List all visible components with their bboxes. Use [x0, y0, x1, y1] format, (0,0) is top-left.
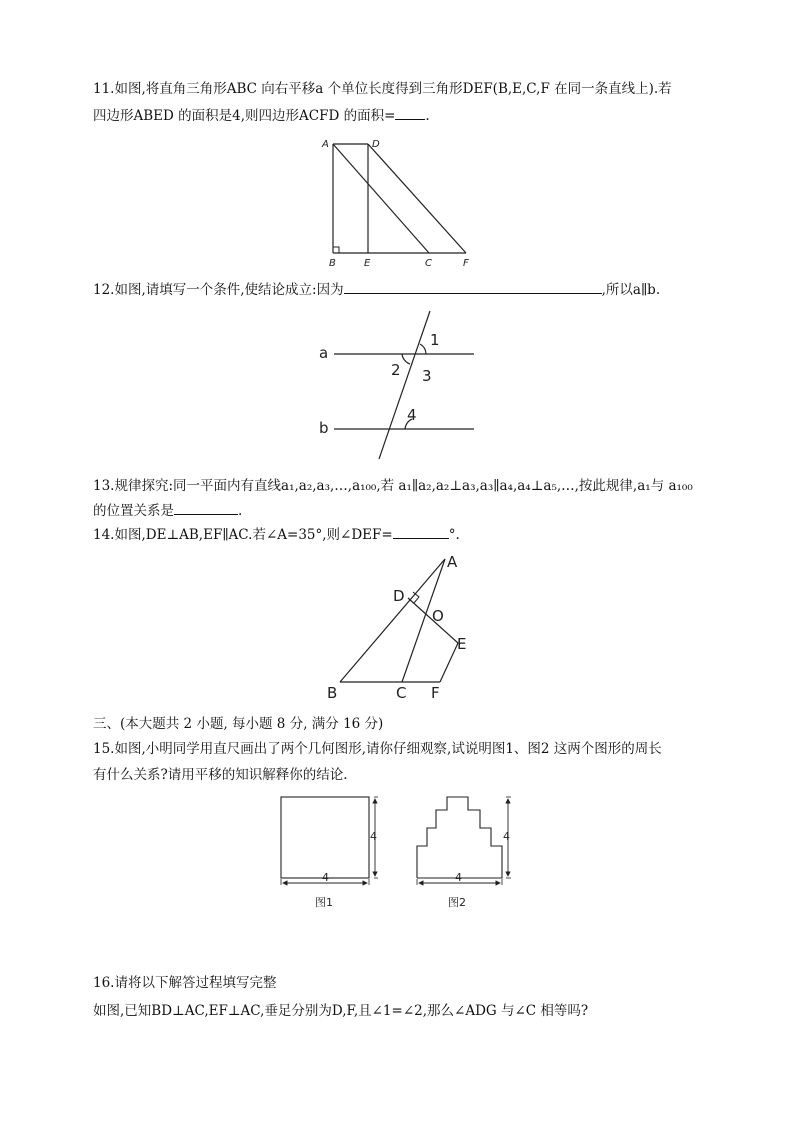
label-O: O	[432, 607, 444, 625]
label-3: 3	[422, 367, 432, 385]
fig2-height-label: 4	[503, 830, 510, 843]
q12-text-b: ,所以a∥b.	[601, 282, 661, 298]
q14-text-b: °.	[448, 527, 460, 543]
q14-line	[93, 526, 460, 544]
label-D: D	[393, 587, 405, 605]
q15-line-1: 15.如图,小明同学用直尺画出了两个几何图形,请你仔细观察,试说明图1、图2 这两个图形的周长	[93, 741, 662, 757]
q14-answer-blank[interactable]	[393, 526, 449, 539]
q11-answer-blank[interactable]	[395, 107, 425, 120]
segment-EF	[440, 643, 458, 682]
label-a: a	[319, 344, 329, 362]
q12-figure	[312, 306, 482, 466]
q11-figure	[318, 136, 478, 272]
q14-text-a: 14.如图,DE⊥AB,EF∥AC.若∠A=35°,则∠DEF=	[93, 527, 393, 543]
q12-text-a: 12.如图,请填写一个条件,使结论成立:因为	[93, 282, 344, 298]
q15-figures	[278, 794, 528, 914]
label-C: C	[425, 258, 432, 269]
label-1: 1	[430, 331, 440, 349]
fig1-height-label: 4	[370, 830, 377, 843]
label-E: E	[457, 635, 467, 653]
fig2-width-label: 4	[455, 871, 462, 884]
q16-line-2: 如图,已知BD⊥AC,EF⊥AC,垂足分别为D,F,且∠1=∠2,那么∠ADG 与∠C 相等吗?	[93, 1003, 589, 1019]
fig1-caption: 图1	[315, 896, 333, 909]
q11-line-2-text: 四边形ABED 的面积是4,则四边形ACFD 的面积=	[93, 108, 396, 124]
q16-line-1: 16.请将以下解答过程填写完整	[93, 975, 277, 991]
segment-AB	[340, 559, 445, 682]
q15-line-2: 有什么关系?请用平移的知识解释你的结论.	[93, 767, 348, 783]
q13-line-1: 13.规律探究:同一平面内有直线a₁,a₂,a₃,…,a₁₀₀,若 a₁∥a₂,a₂⊥a₃,a₃∥a₄,a₄⊥a₅,…,按此规律,a₁与 a₁₀₀	[93, 478, 693, 494]
q12-answer-blank[interactable]	[344, 281, 602, 294]
label-A: A	[322, 139, 329, 150]
fig2-staircase-shape	[417, 797, 502, 878]
label-E: E	[364, 258, 371, 269]
section-3-title: 三、(本大题共 2 小题, 每小题 8 分, 满分 16 分)	[93, 716, 384, 732]
right-angle-mark-B	[333, 247, 339, 253]
label-C: C	[396, 684, 407, 702]
q13-line-2-end: .	[238, 503, 243, 519]
q11-line-2	[93, 107, 430, 125]
q13-answer-blank[interactable]	[174, 502, 238, 515]
q14-figure	[322, 550, 482, 705]
label-2: 2	[391, 361, 401, 379]
segment-AC	[333, 144, 429, 253]
label-A: A	[447, 553, 458, 571]
label-4: 4	[407, 406, 417, 424]
label-B: B	[327, 684, 338, 702]
transversal	[379, 311, 430, 459]
q13-line-2	[93, 502, 242, 520]
label-F: F	[463, 258, 469, 269]
q11-line-1: 11.如图,将直角三角形ABC 向右平移a 个单位长度得到三角形DEF(B,E,C,F 在同一条直线上).若	[93, 81, 672, 97]
fig2-caption: 图2	[448, 896, 466, 909]
angle-2-arc	[402, 354, 410, 364]
q13-line-2-text: 的位置关系是	[93, 503, 174, 519]
label-b: b	[319, 419, 329, 437]
label-F: F	[431, 684, 440, 702]
label-B: B	[329, 258, 336, 269]
q12-line	[93, 281, 660, 299]
label-D: D	[372, 139, 380, 150]
fig1-width-label: 4	[322, 871, 329, 884]
angle-1-arc	[420, 344, 426, 354]
segment-DF	[368, 144, 466, 253]
fig1-square	[281, 797, 369, 878]
q11-line-2-end: .	[425, 108, 430, 124]
